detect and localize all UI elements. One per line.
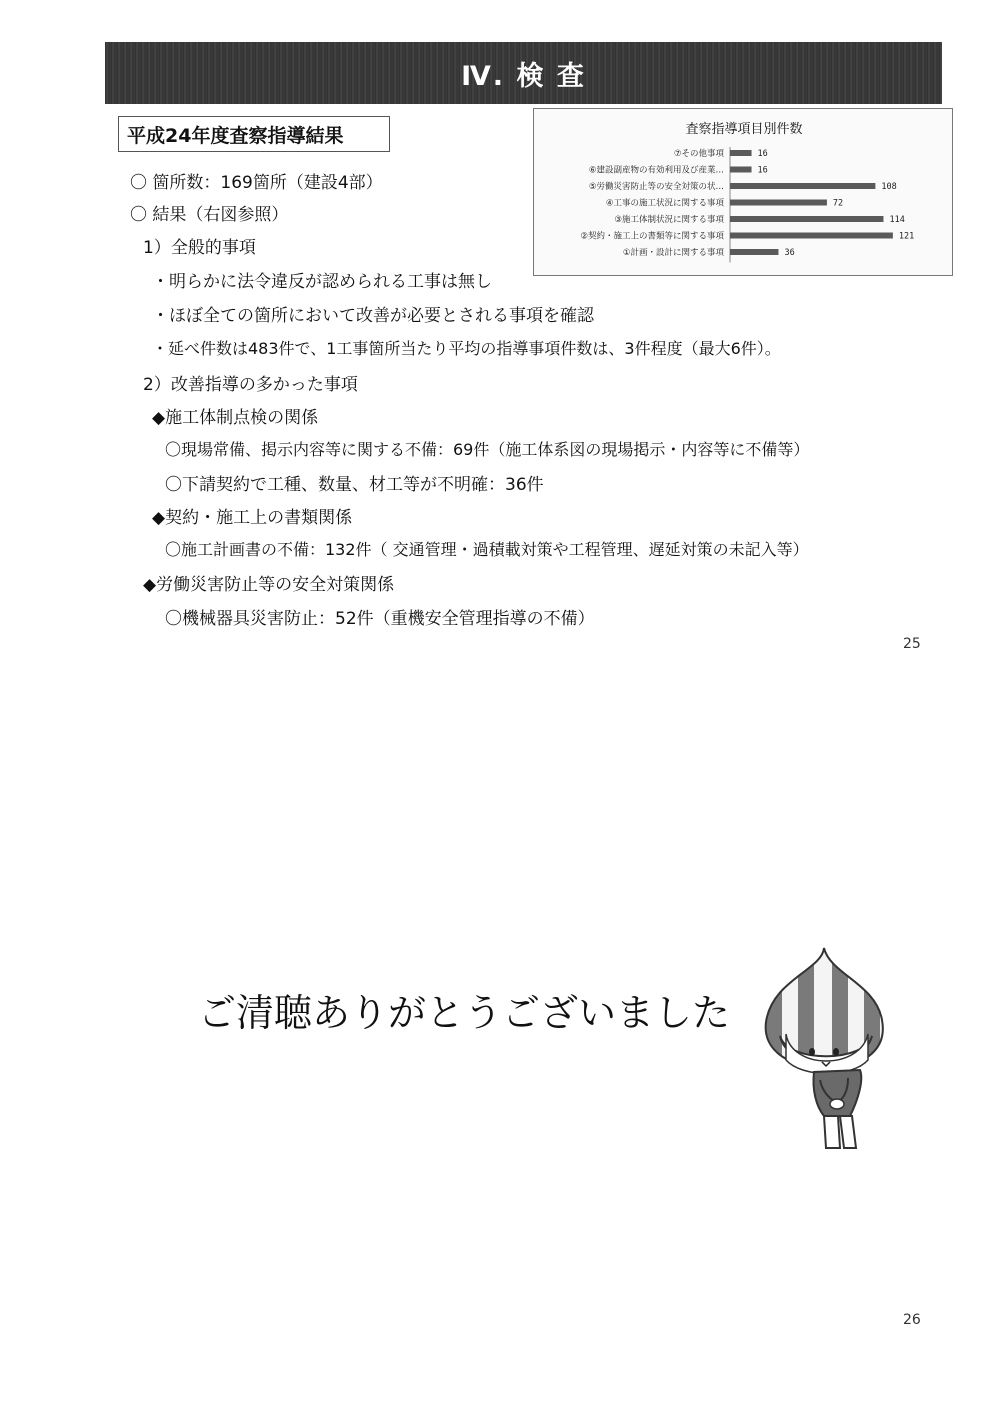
section-title: 平成24年度査察指導結果 (118, 116, 390, 152)
result-heading: 〇 結果（右図参照） (130, 205, 289, 225)
chart-category-label: ⑦その他事項 (673, 149, 724, 159)
chart-title: 査察指導項目別件数 (685, 122, 803, 137)
section-banner: Ⅳ. 検 査 (105, 42, 942, 104)
page-number-25: 25 (903, 636, 921, 652)
chart-category-label: ②契約・施工上の書類等に関する事項 (580, 231, 724, 242)
chart-bar (730, 233, 893, 239)
chart-value-label: 121 (898, 231, 915, 242)
item-display: 〇現場常備、掲示内容等に関する不備：69件（施工体系図の現場掲示・内容等に不備等） (165, 440, 810, 459)
category-documents: ◆契約・施工上の書類関係 (152, 508, 353, 528)
chart-bar (730, 216, 883, 222)
site-count: 〇 箇所数：169箇所（建設4部） (130, 173, 383, 193)
item-construction-plan: 〇施工計画書の不備：132件（ 交通管理・過積載対策や工程管理、遅延対策の未記入等） (165, 540, 809, 559)
chart-value-label: 108 (881, 182, 897, 192)
inspection-chart (533, 108, 953, 276)
category-structure: ◆施工体制点検の関係 (152, 408, 319, 428)
improvement-heading: 2）改善指導の多かった事項 (143, 375, 358, 395)
chart-bar (730, 150, 752, 156)
general-item-2: ・ほぼ全ての箇所において改善が必要とされる事項を確認 (152, 306, 594, 326)
item-machinery: 〇機械器具災害防止：52件（重機安全管理指導の不備） (165, 609, 595, 629)
chart-value-label: 16 (757, 165, 768, 176)
mascot-illustration (752, 940, 902, 1155)
category-safety: ◆労働災害防止等の安全対策関係 (143, 575, 395, 595)
chart-value-label: 114 (889, 215, 905, 225)
chart-bar (730, 167, 752, 173)
page-number-26: 26 (903, 1312, 921, 1328)
general-item-3: ・延べ件数は483件で、1工事箇所当たり平均の指導事項件数は、3件程度（最大6件）。 (152, 339, 781, 358)
thanks-message: ご清聴ありがとうございました (198, 991, 731, 1035)
item-subcontract: 〇下請契約で工種、数量、材工等が不明確：36件 (165, 475, 544, 495)
chart-value-label: 36 (784, 248, 795, 258)
general-heading: 1）全般的事項 (143, 238, 256, 258)
chart-category-label: ④工事の施工状況に関する事項 (605, 198, 724, 209)
chart-category-label: ⑥建設副産物の有効利用及び産業… (588, 165, 724, 176)
chart-category-label: ③施工体制状況に関する事項 (614, 215, 724, 225)
chart-bar (730, 249, 778, 255)
chart-category-label: ①計画・設計に関する事項 (622, 248, 724, 258)
chart-value-label: 72 (832, 198, 844, 209)
chart-value-label: 16 (757, 149, 768, 159)
chart-svg (534, 109, 954, 277)
general-item-1: ・明らかに法令違反が認められる工事は無し (152, 272, 492, 292)
chart-bar (730, 200, 827, 206)
chart-category-label: ⑤労働災害防止等の安全対策の状… (588, 182, 724, 192)
chart-bar (730, 183, 875, 189)
